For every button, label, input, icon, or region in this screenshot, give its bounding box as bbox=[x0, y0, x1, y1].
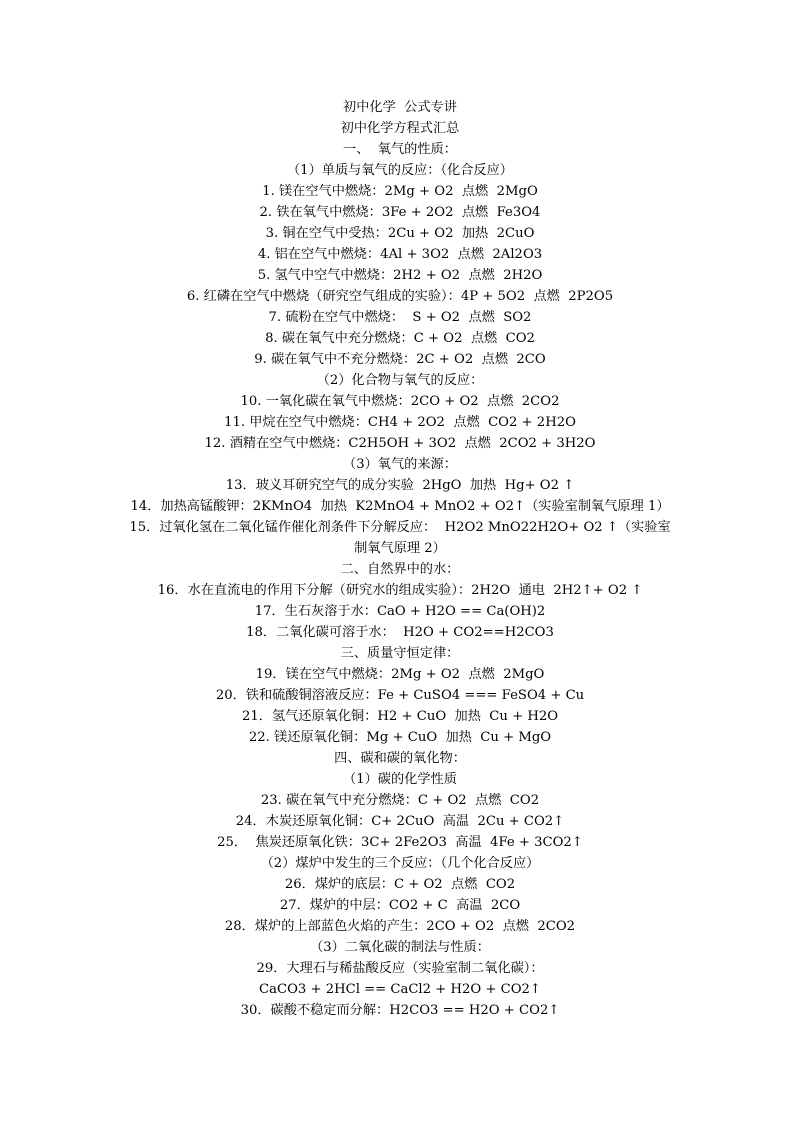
equation-line: 2. 铁在氧气中燃烧：3Fe + 2O2 点燃 Fe3O4 bbox=[259, 205, 541, 220]
equation-line: 19．镁在空气中燃烧：2Mg + O2 点燃 2MgO bbox=[255, 667, 545, 682]
equation-line: 5. 氢气中空气中燃烧：2H2 + O2 点燃 2H2O bbox=[257, 268, 543, 283]
subsection-heading: （1）单质与氧气的反应：（化合反应） bbox=[287, 163, 513, 178]
section-heading: 三、质量守恒定律： bbox=[340, 646, 460, 661]
equation-line: 12. 酒精在空气中燃烧：C2H5OH + 3O2 点燃 2CO2 + 3H2O bbox=[204, 436, 596, 451]
section-heading: 一、 氧气的性质： bbox=[343, 142, 457, 157]
subsection-heading: （3）二氧化碳的制法与性质： bbox=[310, 940, 490, 955]
equation-line: 13．玻义耳研究空气的成分实验 2HgO 加热 Hg+ O2 ↑ bbox=[225, 478, 575, 493]
equation-line: 6. 红磷在空气中燃烧（研究空气组成的实验）：4P + 5O2 点燃 2P2O5 bbox=[186, 289, 614, 304]
equation-line: 30．碳酸不稳定而分解：H2CO3 == H2O + CO2↑ bbox=[240, 1003, 560, 1018]
doc-title: 初中化学 公式专讲 bbox=[343, 100, 457, 115]
equation-line: 21．氢气还原氧化铜：H2 + CuO 加热 Cu + H2O bbox=[241, 709, 559, 724]
equation-line: 17．生石灰溶于水：CaO + H2O == Ca(OH)2 bbox=[254, 604, 546, 619]
equation-line: 20．铁和硫酸铜溶液反应：Fe + CuSO4 === FeSO4 + Cu bbox=[215, 688, 585, 703]
equation-line: 9. 碳在氧气中不充分燃烧：2C + O2 点燃 2CO bbox=[254, 352, 546, 367]
equation-line: 14．加热高锰酸钾：2KMnO4 加热 K2MnO4 + MnO2 + O2↑（实验室制氧气原理 1） bbox=[130, 499, 670, 514]
document-body bbox=[0, 97, 800, 1021]
subsection-heading: （3）氧气的来源： bbox=[343, 457, 457, 472]
subsection-heading: （2）煤炉中发生的三个反应：（几个化合反应） bbox=[260, 856, 540, 871]
equation-line: 7. 硫粉在空气中燃烧： S + O2 点燃 SO2 bbox=[268, 310, 532, 325]
equation-line: 23. 碳在氧气中充分燃烧：C + O2 点燃 CO2 bbox=[260, 793, 540, 808]
equation-line: 18．二氧化碳可溶于水： H2O + CO2==H2CO3 bbox=[246, 625, 554, 640]
doc-subtitle: 初中化学方程式汇总 bbox=[340, 121, 460, 136]
equation-line-continuation: CaCO3 + 2HCl == CaCl2 + H2O + CO2↑ bbox=[259, 982, 541, 997]
equation-line: 16．水在直流电的作用下分解（研究水的组成实验）：2H2O 通电 2H2↑+ O2 ↑ bbox=[157, 583, 643, 598]
section-heading: 二、自然界中的水： bbox=[340, 562, 460, 577]
equation-line: 3. 铜在空气中受热：2Cu + O2 加热 2CuO bbox=[265, 226, 535, 241]
equation-line: 28．煤炉的上部蓝色火焰的产生：2CO + O2 点燃 2CO2 bbox=[224, 919, 576, 934]
equation-line-continuation: 制氧气原理 2） bbox=[354, 541, 446, 556]
equation-line: 8. 碳在氧气中充分燃烧：C + O2 点燃 CO2 bbox=[265, 331, 535, 346]
subsection-heading: （2）化合物与氧气的反应： bbox=[316, 373, 484, 388]
equation-line: 24．木炭还原氧化铜：C+ 2CuO 高温 2Cu + CO2↑ bbox=[235, 814, 565, 829]
equation-line: 15．过氧化氢在二氧化锰作催化剂条件下分解反应： H2O2 MnO22H2O+ O2 ↑（实验室 bbox=[129, 520, 671, 535]
equation-line: 1. 镁在空气中燃烧：2Mg + O2 点燃 2MgO bbox=[262, 184, 538, 199]
equation-line: 27．煤炉的中层：CO2 + C 高温 2CO bbox=[279, 898, 521, 913]
equation-line: 11. 甲烷在空气中燃烧：CH4 + 2O2 点燃 CO2 + 2H2O bbox=[224, 415, 576, 430]
equation-line: 4. 铝在空气中燃烧：4Al + 3O2 点燃 2Al2O3 bbox=[257, 247, 543, 262]
equation-line: 25． 焦炭还原氧化铁：3C+ 2Fe2O3 高温 4Fe + 3CO2↑ bbox=[217, 835, 583, 850]
equation-line: 10. 一氧化碳在氧气中燃烧：2CO + O2 点燃 2CO2 bbox=[240, 394, 560, 409]
equation-line: 22. 镁还原氧化铜：Mg + CuO 加热 Cu + MgO bbox=[248, 730, 552, 745]
subsection-heading: （1）碳的化学性质 bbox=[343, 772, 457, 787]
section-heading: 四、碳和碳的氧化物： bbox=[334, 751, 466, 766]
equation-line: 29．大理石与稀盐酸反应（实验室制二氧化碳）： bbox=[256, 961, 544, 976]
equation-line: 26．煤炉的底层：C + O2 点燃 CO2 bbox=[284, 877, 516, 892]
